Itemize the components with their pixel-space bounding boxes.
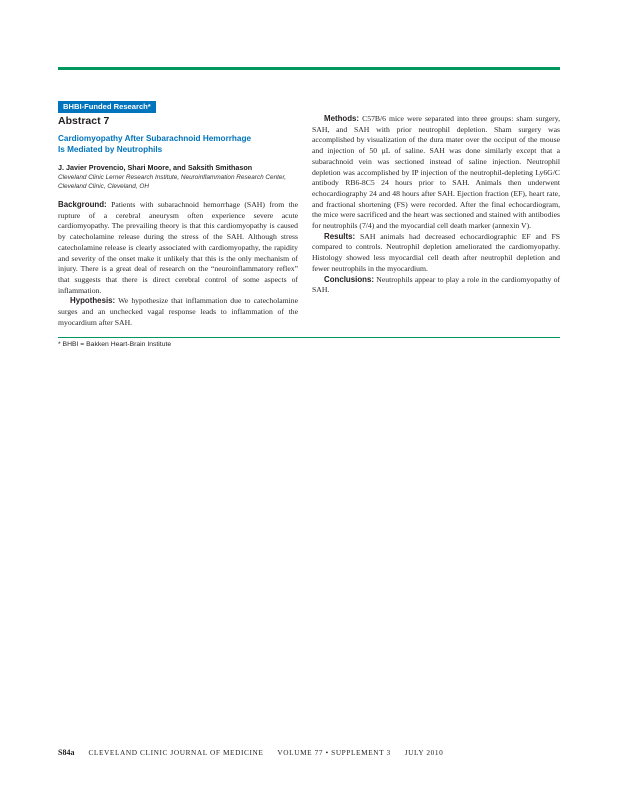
abstract-number: Abstract 7 [58,115,110,127]
results-paragraph [312,232,560,275]
background-paragraph [58,200,298,296]
issue-date: JULY 2010 [404,748,444,757]
hypothesis-paragraph [58,296,298,328]
funded-research-badge: BHBI-Funded Research* [58,101,156,113]
authors: J. Javier Provencio, Shari Moore, and Saksith Smithason [58,163,253,172]
background-heading: Background: [58,200,107,209]
methods-text: C57B/6 mice were separated into three groups: sham surgery, SAH, and SAH with prior neutrophil depletion. Sham surgery was accomplished by visualization of the dura mater over the occiput of the mouse and injection of 50 µL of saline. SAH was done similarly except that a subarachnoid vein was sectioned instead of saline injection. Neutrophil depletion was accomplished by IP injection of the neutrophil-depleting Ly6G/C antibody RB6-8C5 24 hours prior to SAH. Animals then underwent echocardiography 24 and 48 hours after SAH. Ejection fraction (EF), heart rate, and fractional shortening (FS) were recorded. After the final echocardiogram, the mice were sacrificed and the heart was sectioned and stained with antibodies for neutrophils (7/4) and the myocardial cell death marker (annexin V). [312,114,560,231]
bottom-rule [58,337,560,338]
hypothesis-text: We hypothesize that inflammation due to catecholamine surges and an unchecked vagal response leads to inflammation of the myocardium after SAH. [58,296,298,327]
page-footer [58,748,443,758]
conclusions-text: Neutrophils appear to play a role in the cardiomyopathy of SAH. [312,274,561,295]
abstract-title [58,133,298,155]
methods-heading: Methods: [324,114,360,123]
affiliation [58,173,298,191]
affiliation-line-1: Cleveland Clinic Lerner Research Institute, Neuroinflammation Research Center, [58,174,287,181]
footnote: * BHBI = Bakken Heart-Brain Institute [58,341,172,348]
page-number: S84a [58,748,75,757]
conclusions-heading: Conclusions: [324,274,374,284]
hypothesis-heading: Hypothesis: [70,296,116,306]
top-rule [58,67,560,70]
methods-paragraph [312,114,560,232]
conclusions-paragraph [312,275,560,296]
results-heading: Results: [324,231,356,241]
abstract-title-line-2: Is Mediated by Neutrophils [58,145,163,154]
abstract-title-line-1: Cardiomyopathy After Subarachnoid Hemorrhage [58,134,252,143]
right-column [312,114,560,296]
background-text: Patients with subarachnoid hemorrhage (SAH) from the rupture of a cerebral aneurysm often experience severe acute cardiomyopathy. The prevailing theory is that this cardiomyopathy is caused by catecholamine release during the stress of the SAH. Although stress catecholamine release is clearly associated with cardiomyopathy, the rapidity and severity of the onset make it unlikely that this is the only mechanism of injury. There is a great deal of research on the “neuroinflammatory reflex” that suggests that there is direct cerebral control of some aspects of inflammation. [58,200,299,295]
left-column [58,114,298,328]
affiliation-line-2: Cleveland Clinic, Cleveland, OH [58,183,149,190]
volume-info: VOLUME 77 • SUPPLEMENT 3 [277,748,391,757]
results-text: SAH animals had decreased echocardiographic EF and FS compared to controls. Neutrophil depletion ameliorated the cardiomyopathy. Histology showed less myocardial cell death after neutrophil depletion and fewer neutrophils in the myocardium. [312,231,561,273]
journal-name: CLEVELAND CLINIC JOURNAL OF MEDICINE [88,748,264,757]
